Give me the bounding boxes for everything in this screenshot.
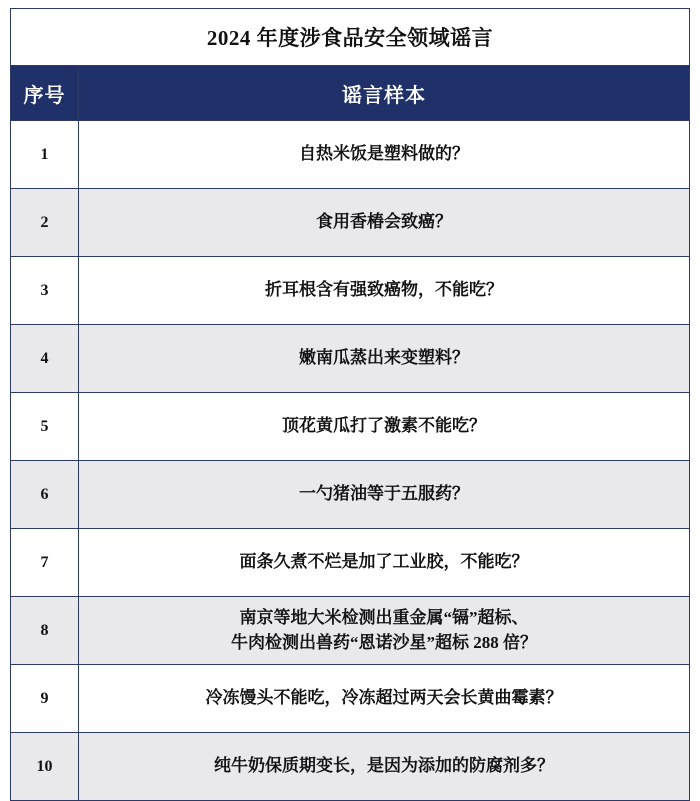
row-sample xyxy=(79,325,690,393)
row-index: 5 xyxy=(11,393,79,461)
table-row xyxy=(11,665,690,733)
row-index: 8 xyxy=(11,597,79,665)
row-sample xyxy=(79,461,690,529)
row-index: 3 xyxy=(11,257,79,325)
row-sample-line-1: 自热米饭是塑料做的？ xyxy=(299,144,470,164)
row-sample-line-1: 一勺猪油等于五服药？ xyxy=(299,484,470,504)
row-sample-line-1: 食用香椿会致癌？ xyxy=(316,212,453,232)
row-sample-line-1: 南京等地大米检测出重金属“镉”超标、 xyxy=(239,607,529,627)
row-sample-line-1: 折耳根含有强致癌物，不能吃？ xyxy=(265,280,504,300)
column-header-sample: 谣言样本 xyxy=(79,66,690,121)
header-row xyxy=(11,66,690,121)
row-sample xyxy=(79,189,690,257)
row-sample xyxy=(79,733,690,801)
row-sample-line-1: 顶花黄瓜打了激素不能吃？ xyxy=(282,416,487,436)
row-sample-line-1: 纯牛奶保质期变长，是因为添加的防腐剂多？ xyxy=(214,756,555,776)
table-row xyxy=(11,597,690,665)
row-sample xyxy=(79,257,690,325)
row-sample-line-2: 牛肉检测出兽药“恩诺沙星”超标 288 倍？ xyxy=(231,632,538,652)
table-row xyxy=(11,189,690,257)
table-row xyxy=(11,461,690,529)
row-sample xyxy=(79,529,690,597)
row-sample xyxy=(79,597,690,665)
table-row xyxy=(11,325,690,393)
row-index: 4 xyxy=(11,325,79,393)
title-row xyxy=(11,9,690,66)
row-index: 9 xyxy=(11,665,79,733)
table-row xyxy=(11,121,690,189)
rumor-table xyxy=(10,8,690,801)
row-sample xyxy=(79,665,690,733)
row-index: 1 xyxy=(11,121,79,189)
table-row xyxy=(11,529,690,597)
table-row xyxy=(11,733,690,801)
row-sample xyxy=(79,121,690,189)
page-title: 2024 年度涉食品安全领域谣言 xyxy=(11,9,690,66)
row-sample xyxy=(79,393,690,461)
column-header-index: 序号 xyxy=(11,66,79,121)
row-index: 2 xyxy=(11,189,79,257)
row-index: 7 xyxy=(11,529,79,597)
table-body xyxy=(11,9,690,801)
table-row xyxy=(11,393,690,461)
row-index: 6 xyxy=(11,461,79,529)
table-row xyxy=(11,257,690,325)
row-sample-line-1: 面条久煮不烂是加了工业胶，不能吃？ xyxy=(239,552,529,572)
row-index: 10 xyxy=(11,733,79,801)
row-sample-line-1: 冷冻馒头不能吃，冷冻超过两天会长黄曲霉素？ xyxy=(205,688,563,708)
row-sample-line-1: 嫩南瓜蒸出来变塑料？ xyxy=(299,348,470,368)
